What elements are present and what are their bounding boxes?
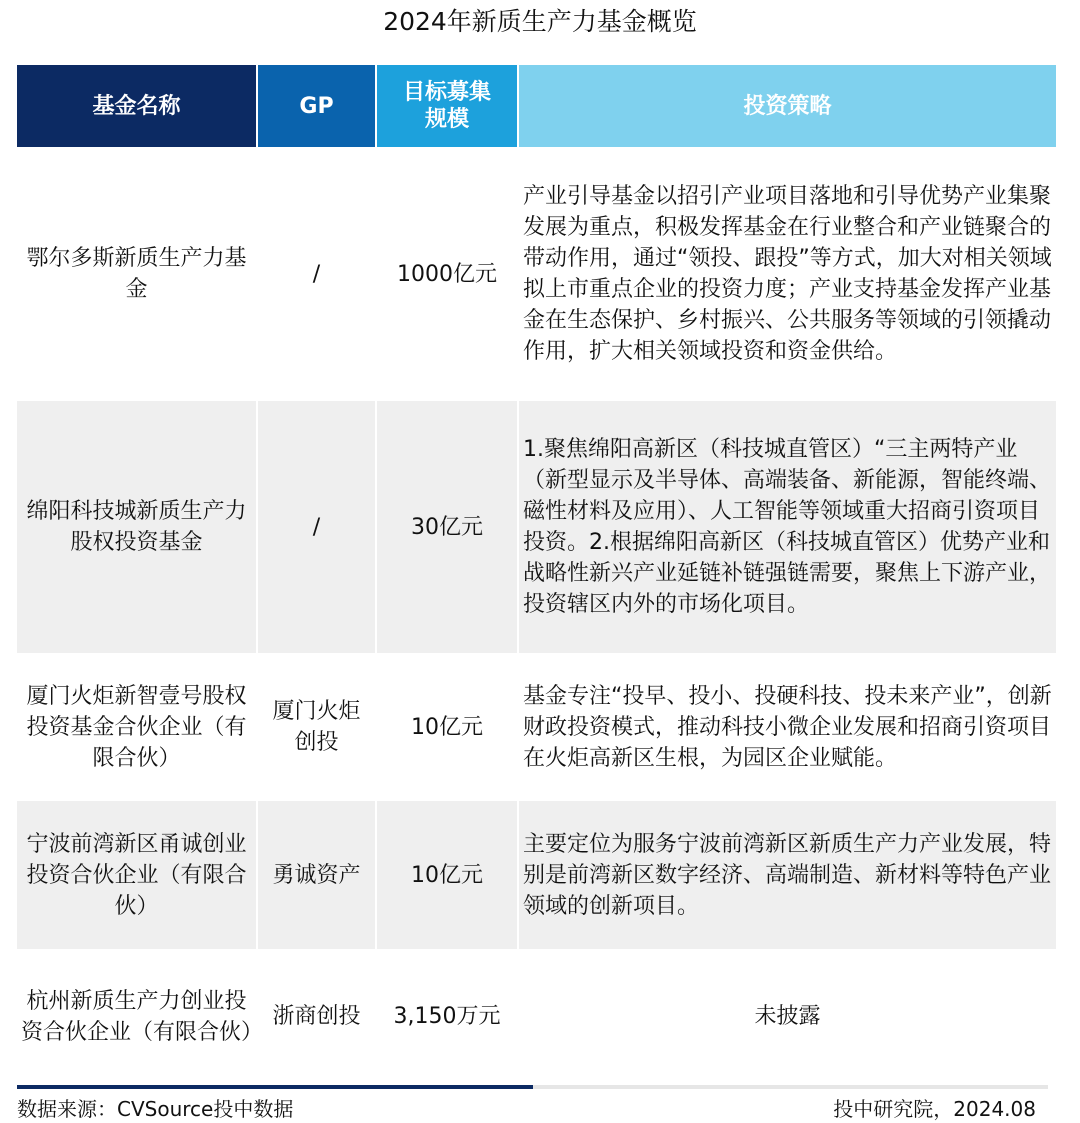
header-gp: GP	[257, 65, 376, 148]
cell-fund-name: 杭州新质生产力创业投资合伙企业（有限合伙）	[17, 950, 257, 1082]
cell-strategy: 产业引导基金以招引产业项目落地和引导优势产业集聚发展为重点，积极发挥基金在行业整合和产业链聚合的带动作用，通过“领投、跟投”等方式，加大对相关领域拟上市重点企业的投资力度；产业支持基金发挥产业基金在生态保护、乡村振兴、公共服务等领域的引领撬动作用，扩大相关领域投资和资金供给。	[518, 148, 1056, 400]
cell-gp: 浙商创投	[257, 950, 376, 1082]
cell-target-size: 3,150万元	[376, 950, 518, 1082]
cell-gp: /	[257, 148, 376, 400]
cell-target-size: 10亿元	[376, 800, 518, 950]
cell-strategy: 未披露	[518, 950, 1056, 1082]
header-fund-name: 基金名称	[17, 65, 257, 148]
cell-strategy: 基金专注“投早、投小、投硬科技、投未来产业”，创新财政投资模式，推动科技小微企业发展和招商引资项目在火炬高新区生根，为园区企业赋能。	[518, 654, 1056, 800]
cell-fund-name: 宁波前湾新区甬诚创业投资合伙企业（有限合伙）	[17, 800, 257, 950]
cell-strategy: 主要定位为服务宁波前湾新区新质生产力产业发展，特别是前湾新区数字经济、高端制造、新材料等特色产业领域的创新项目。	[518, 800, 1056, 950]
page-title: 2024年新质生产力基金概览	[383, 7, 697, 36]
cell-target-size: 1000亿元	[376, 148, 518, 400]
bottom-divider	[17, 1085, 1048, 1089]
cell-gp: 厦门火炬创投	[257, 654, 376, 800]
header-target-size-label: 目标募集规模	[402, 80, 491, 132]
cell-strategy: 1.聚焦绵阳高新区（科技城直管区）“三主两特产业（新型显示及半导体、高端装备、新能源，智能终端、磁性材料及应用）、人工智能等领域重大招商引资项目投资。2.根据绵阳高新区（科技城直管区）优势产业和战略性新兴产业延链补链强链需要，聚焦上下游产业，投资辖区内外的市场化项目。	[518, 400, 1056, 654]
cell-fund-name: 厦门火炬新智壹号股权投资基金合伙企业（有限合伙）	[17, 654, 257, 800]
credit-note: 投中研究院，2024.08	[833, 1097, 1036, 1121]
cell-fund-name: 绵阳科技城新质生产力股权投资基金	[17, 400, 257, 654]
bottom-divider-accent	[17, 1085, 533, 1089]
header-strategy: 投资策略	[518, 65, 1056, 148]
cell-gp: 勇诚资产	[257, 800, 376, 950]
table-header-row	[17, 65, 1056, 148]
cell-fund-name: 鄂尔多斯新质生产力基金	[17, 148, 257, 400]
source-note: 数据来源：CVSource投中数据	[17, 1097, 294, 1121]
cell-gp: /	[257, 400, 376, 654]
table-row	[17, 400, 1056, 654]
table-row	[17, 654, 1056, 800]
table-row	[17, 148, 1056, 400]
cell-target-size: 10亿元	[376, 654, 518, 800]
header-target-size	[376, 65, 518, 148]
fund-overview-table	[17, 65, 1056, 1082]
table-row	[17, 800, 1056, 950]
cell-target-size: 30亿元	[376, 400, 518, 654]
table-row	[17, 950, 1056, 1082]
